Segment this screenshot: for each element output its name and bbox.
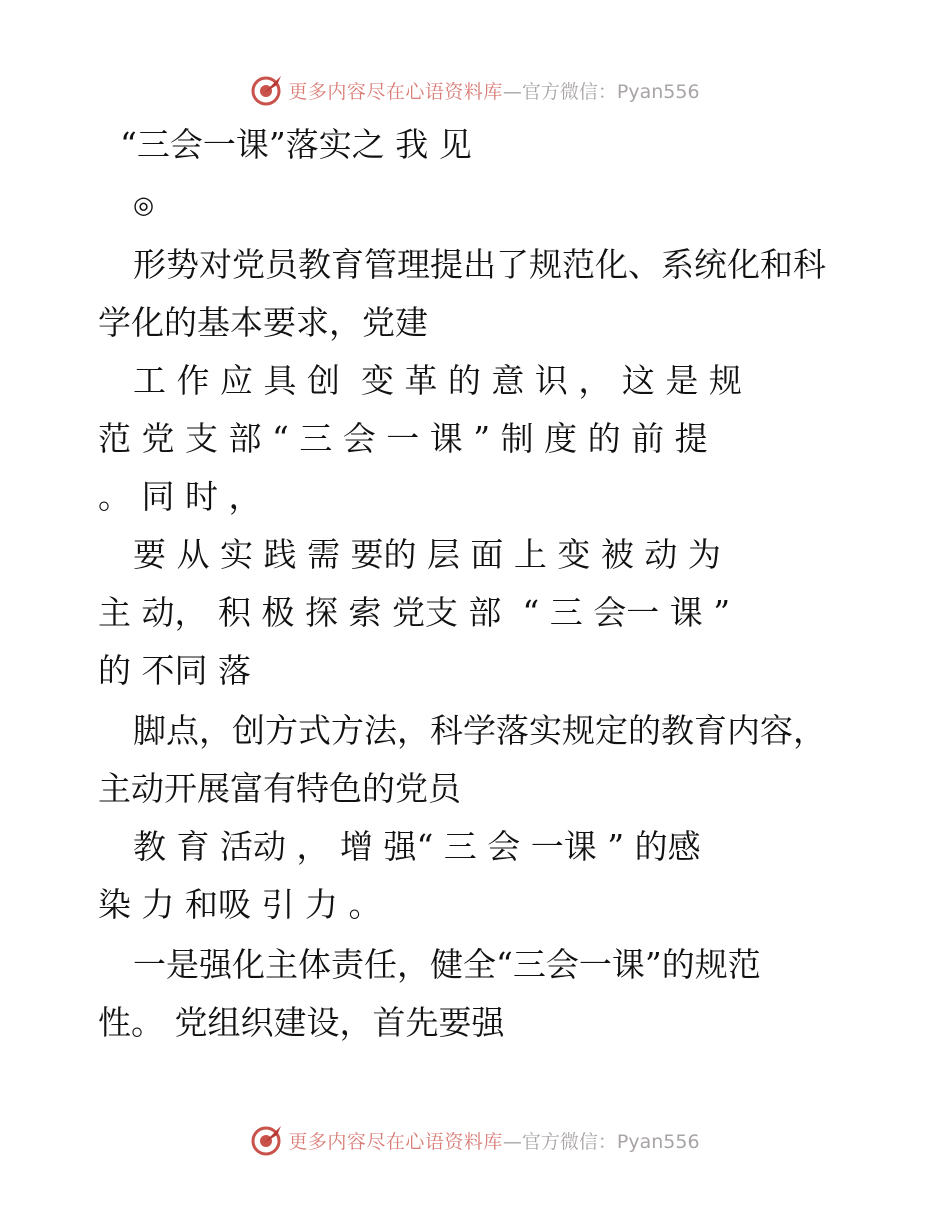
- text-line: 主动开展富有特色的党员: [98, 769, 461, 808]
- text-line: 。 同 时 ，: [98, 477, 262, 516]
- text-line: 主 动， 积 极 探 索 党支 部 “ 三 会一 课 ”: [98, 593, 731, 632]
- watermark-text: 更多内容尽在心语资料库: [288, 80, 503, 103]
- text-line: 脚点，创方式方法，科学落实规定的教育内容，: [133, 711, 826, 750]
- watermark-footer: [0, 1120, 950, 1160]
- watermark-text: 更多内容尽在心语资料库: [288, 1130, 503, 1153]
- bullet-symbol: ◎: [133, 191, 154, 219]
- text-line: 染 力 和吸 引 力 。: [98, 885, 382, 924]
- text-line: 一是强化主体责任，健全“三会一课”的规范: [133, 945, 761, 984]
- watermark-wechat: —官方微信：Pyan556: [502, 1130, 700, 1153]
- text-line: 工 作 应 具 创 变 革 的 意 识 ， 这 是 规: [133, 361, 742, 400]
- text-line: 性。 党组织建设，首先要强: [98, 1003, 505, 1042]
- text-line: 范 党 支 部 “ 三 会 一 课 ” 制 度 的 前 提: [98, 419, 708, 458]
- text-line: 要 从 实 践 需 要的 层 面 上 变 被 动 为: [133, 535, 721, 574]
- document-title: “三会一课”落实之 我 见: [120, 125, 472, 164]
- text-line: 形势对党员教育管理提出了规范化、系统化和科: [133, 245, 826, 284]
- watermark-header: [0, 70, 950, 110]
- quill-seal-icon: [250, 1123, 284, 1157]
- text-line: 学化的基本要求，党建: [98, 303, 428, 342]
- text-line: 的 不同 落: [98, 651, 251, 690]
- quill-seal-icon: [250, 73, 284, 107]
- text-line: 教 育 活动 ， 增 强“ 三 会 一课 ” 的感: [133, 827, 701, 866]
- watermark-wechat: —官方微信：Pyan556: [502, 80, 700, 103]
